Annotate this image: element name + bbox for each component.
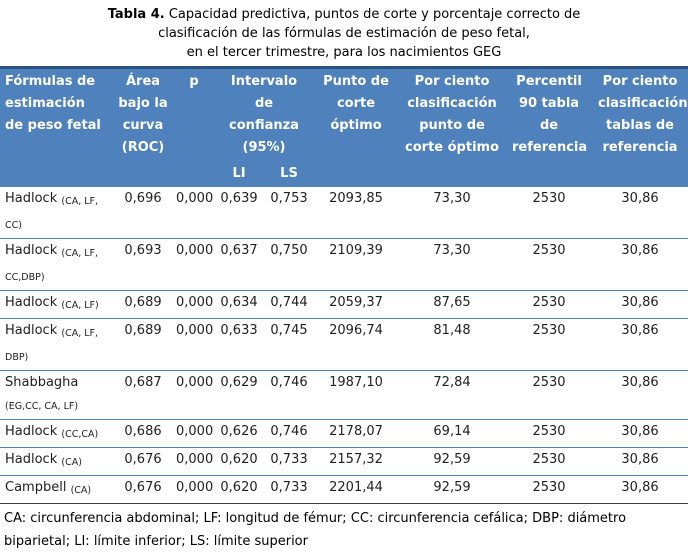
table-footnote: CA: circunferencia abdominal; LF: longitud de fémur; CC: circunferencia cefálica; DBP: diámetro biparietal; LI: límite inferior; LS: límite superior bbox=[4, 511, 627, 549]
pct-cutoff-cell: 73,30 bbox=[398, 187, 506, 239]
percentile-cell: 2530 bbox=[506, 420, 592, 448]
pct-ref-cell: 30,86 bbox=[592, 187, 688, 239]
percentile-cell: 2530 bbox=[506, 319, 592, 371]
pct-cutoff-cell: 72,84 bbox=[398, 371, 506, 420]
header-p-value: p bbox=[174, 68, 214, 188]
pct-cutoff-cell: 73,30 bbox=[398, 239, 506, 291]
li-cell: 0,620 bbox=[214, 448, 264, 476]
pct-ref-cell: 30,86 bbox=[592, 371, 688, 420]
caption-line-1-text: Capacidad predictiva, puntos de corte y porcentaje correcto de bbox=[164, 7, 581, 22]
table-row bbox=[0, 319, 688, 371]
pct-ref-cell: 30,86 bbox=[592, 420, 688, 448]
auc-cell: 0,676 bbox=[112, 448, 174, 476]
formula-cell bbox=[0, 187, 112, 239]
percentile-cell: 2530 bbox=[506, 187, 592, 239]
pct-cutoff-cell: 69,14 bbox=[398, 420, 506, 448]
table-caption bbox=[0, 0, 688, 62]
li-cell: 0,637 bbox=[214, 239, 264, 291]
formula-cell bbox=[0, 476, 112, 504]
header-confidence-interval: Intervalo de confianza (95%) bbox=[214, 68, 314, 162]
formula-parameters: (CA) bbox=[70, 485, 92, 496]
percentile-cell: 2530 bbox=[506, 448, 592, 476]
table-row bbox=[0, 476, 688, 504]
auc-cell: 0,676 bbox=[112, 476, 174, 504]
formula-cell bbox=[0, 291, 112, 319]
table-header bbox=[0, 68, 688, 188]
p-cell: 0,000 bbox=[174, 476, 214, 504]
cutoff-cell: 2178,07 bbox=[314, 420, 398, 448]
table-row bbox=[0, 187, 688, 239]
pct-ref-cell: 30,86 bbox=[592, 448, 688, 476]
results-table bbox=[0, 66, 688, 504]
formula-name: Campbell bbox=[5, 480, 67, 495]
li-cell: 0,626 bbox=[214, 420, 264, 448]
p-cell: 0,000 bbox=[174, 239, 214, 291]
formula-parameters: (CA, LF, CC) bbox=[5, 196, 99, 231]
p-cell: 0,000 bbox=[174, 319, 214, 371]
header-pct-classification-cutoff: Por ciento clasificación punto de corte óptimo bbox=[398, 68, 506, 188]
p-cell: 0,000 bbox=[174, 371, 214, 420]
header-upper-limit: LS bbox=[264, 161, 314, 187]
pct-ref-cell: 30,86 bbox=[592, 319, 688, 371]
header-lower-limit: LI bbox=[214, 161, 264, 187]
ls-cell: 0,745 bbox=[264, 319, 314, 371]
formula-name: Hadlock bbox=[5, 191, 58, 206]
ls-cell: 0,746 bbox=[264, 371, 314, 420]
formula-parameters: (CA, LF, DBP) bbox=[5, 328, 99, 363]
header-percentile-90: Percentil 90 tabla de referencia bbox=[506, 68, 592, 188]
formula-cell bbox=[0, 448, 112, 476]
pct-cutoff-cell: 81,48 bbox=[398, 319, 506, 371]
p-cell: 0,000 bbox=[174, 448, 214, 476]
header-formula: Fórmulas de estimación de peso fetal bbox=[0, 68, 112, 188]
table-row bbox=[0, 239, 688, 291]
formula-name: Hadlock bbox=[5, 243, 58, 258]
li-cell: 0,620 bbox=[214, 476, 264, 504]
caption-line-2: clasificación de las fórmulas de estimación de peso fetal, bbox=[158, 26, 530, 41]
auc-cell: 0,693 bbox=[112, 239, 174, 291]
formula-cell bbox=[0, 239, 112, 291]
auc-cell: 0,689 bbox=[112, 319, 174, 371]
pct-cutoff-cell: 92,59 bbox=[398, 448, 506, 476]
caption-label: Tabla 4. bbox=[107, 7, 165, 22]
table-row bbox=[0, 371, 688, 420]
cutoff-cell: 2157,32 bbox=[314, 448, 398, 476]
cutoff-cell: 2096,74 bbox=[314, 319, 398, 371]
ls-cell: 0,746 bbox=[264, 420, 314, 448]
formula-parameters: (CA, LF) bbox=[61, 300, 99, 311]
formula-name: Hadlock bbox=[5, 452, 58, 467]
formula-name: Hadlock bbox=[5, 424, 58, 439]
pct-ref-cell: 30,86 bbox=[592, 291, 688, 319]
percentile-cell: 2530 bbox=[506, 239, 592, 291]
pct-ref-cell: 30,86 bbox=[592, 476, 688, 504]
formula-parameters: (EG,CC, CA, LF) bbox=[5, 401, 79, 412]
p-cell: 0,000 bbox=[174, 187, 214, 239]
li-cell: 0,634 bbox=[214, 291, 264, 319]
header-pct-classification-reference: Por ciento clasificación tablas de referencia bbox=[592, 68, 688, 188]
formula-name: Shabbagha bbox=[5, 375, 79, 390]
auc-cell: 0,686 bbox=[112, 420, 174, 448]
table-row bbox=[0, 291, 688, 319]
formula-cell bbox=[0, 371, 112, 420]
pct-cutoff-cell: 92,59 bbox=[398, 476, 506, 504]
formula-name: Hadlock bbox=[5, 323, 58, 338]
header-auc-roc: Área bajo la curva (ROC) bbox=[112, 68, 174, 188]
formula-parameters: (CA) bbox=[61, 457, 82, 468]
pct-ref-cell: 30,86 bbox=[592, 239, 688, 291]
auc-cell: 0,696 bbox=[112, 187, 174, 239]
li-cell: 0,629 bbox=[214, 371, 264, 420]
formula-name: Hadlock bbox=[5, 295, 58, 310]
cutoff-cell: 2201,44 bbox=[314, 476, 398, 504]
caption-line-3: en el tercer trimestre, para los nacimientos GEG bbox=[186, 45, 502, 60]
formula-parameters: (CC,CA) bbox=[61, 429, 99, 440]
ls-cell: 0,750 bbox=[264, 239, 314, 291]
percentile-cell: 2530 bbox=[506, 371, 592, 420]
table-row bbox=[0, 448, 688, 476]
p-cell: 0,000 bbox=[174, 420, 214, 448]
formula-parameters: (CA, LF, CC,DBP) bbox=[5, 248, 99, 283]
percentile-cell: 2530 bbox=[506, 476, 592, 504]
ls-cell: 0,733 bbox=[264, 476, 314, 504]
caption-line-1 bbox=[0, 5, 688, 24]
ls-cell: 0,753 bbox=[264, 187, 314, 239]
auc-cell: 0,687 bbox=[112, 371, 174, 420]
percentile-cell: 2530 bbox=[506, 291, 592, 319]
table-body bbox=[0, 187, 688, 504]
cutoff-cell: 2059,37 bbox=[314, 291, 398, 319]
li-cell: 0,633 bbox=[214, 319, 264, 371]
cutoff-cell: 2109,39 bbox=[314, 239, 398, 291]
table-row bbox=[0, 420, 688, 448]
ls-cell: 0,744 bbox=[264, 291, 314, 319]
cutoff-cell: 2093,85 bbox=[314, 187, 398, 239]
auc-cell: 0,689 bbox=[112, 291, 174, 319]
li-cell: 0,639 bbox=[214, 187, 264, 239]
ls-cell: 0,733 bbox=[264, 448, 314, 476]
pct-cutoff-cell: 87,65 bbox=[398, 291, 506, 319]
p-cell: 0,000 bbox=[174, 291, 214, 319]
header-optimal-cutoff: Punto de corte óptimo bbox=[314, 68, 398, 188]
cutoff-cell: 1987,10 bbox=[314, 371, 398, 420]
formula-cell bbox=[0, 319, 112, 371]
formula-cell bbox=[0, 420, 112, 448]
